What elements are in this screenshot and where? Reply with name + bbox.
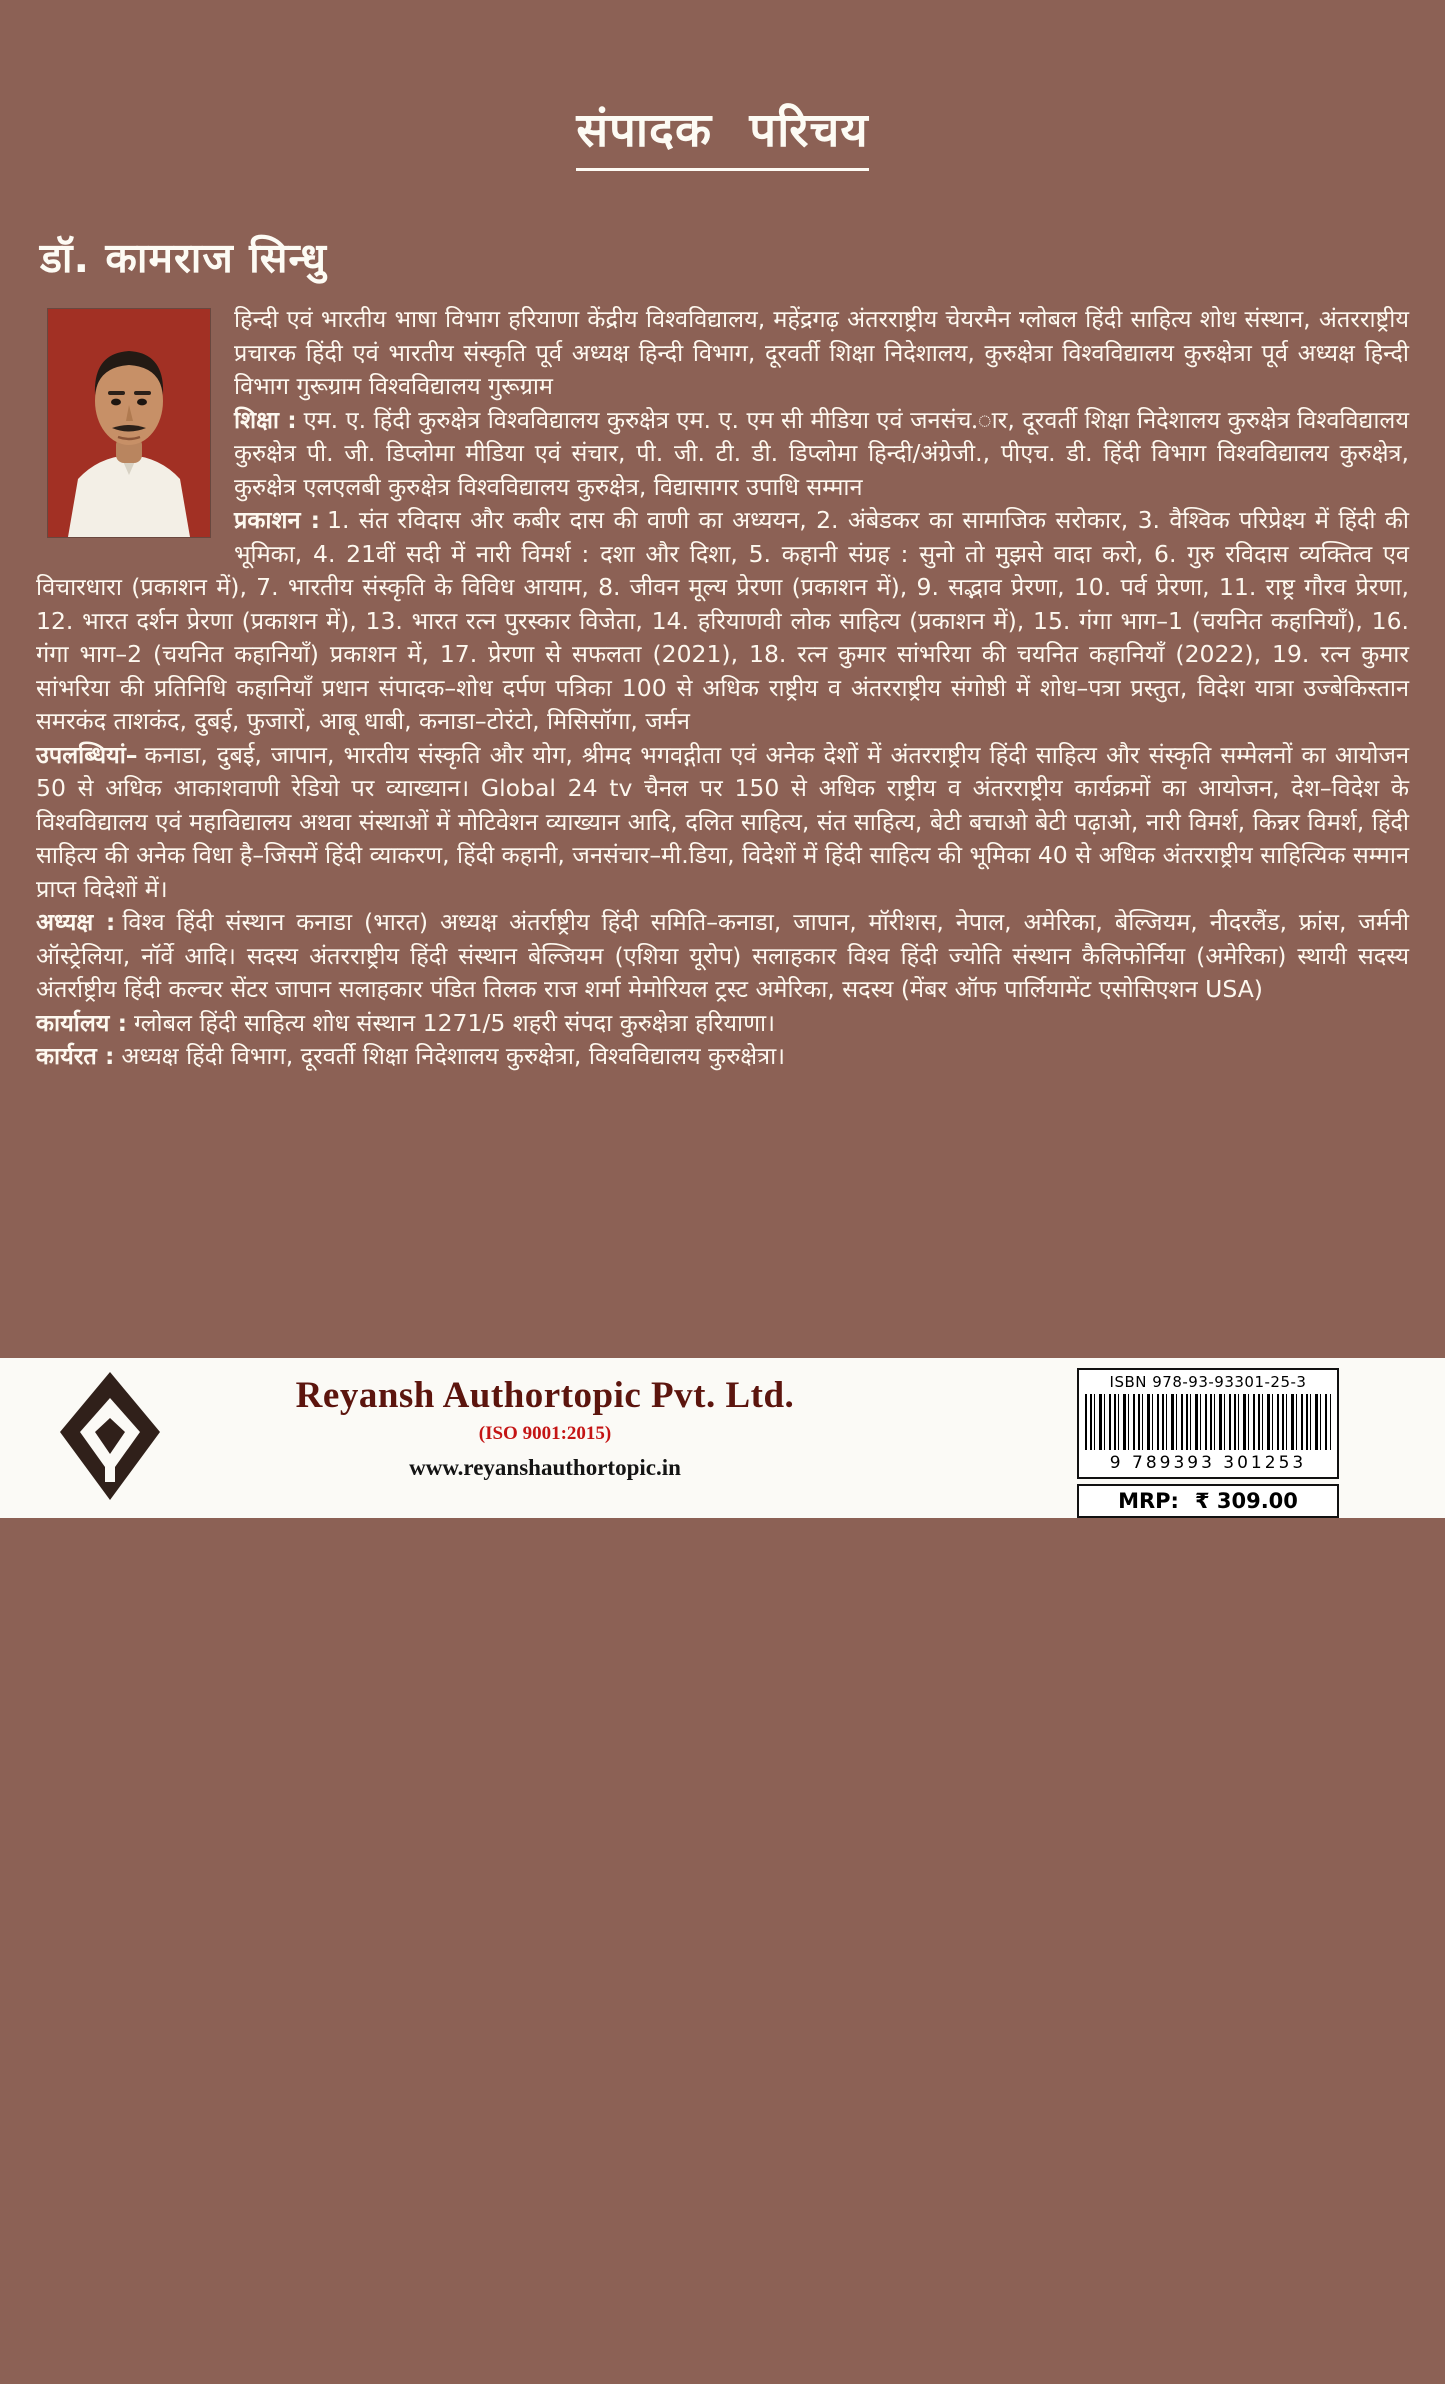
author-photo-illustration [48,309,210,537]
section-label: कार्यरत : [36,1042,115,1070]
bio-section-office [36,1007,1409,1041]
section-text: विश्व हिंदी संस्थान कनाडा (भारत) अध्यक्ष अंतर्राष्ट्रीय हिंदी समिति–कनाडा, जापान, मॉरीशस, नेपाल, अमेरिका, बेल्जियम, नीदरलैंड, फ्रांस, जर्मनी ऑस्ट्रेलिया, नॉर्वे आदि। सदस्य अंतरराष्ट्रीय हिंदी संस्थान बेल्जियम (एशिया यूरोप) सलाहकार विश्व हिंदी ज्योति संस्थान कैलिफोर्निया (अमेरिका) स्थायी सदस्य अंतर्राष्ट्रीय हिंदी कल्चर सेंटर जापान सलाहकार पंडित तिलक राज शर्मा मेमोरियल ट्रस्ट अमेरिका, सदस्य (मेंबर ऑफ पार्लियामेंट एसोसिएशन USA) [36,908,1409,1003]
section-label: उपलब्धियां– [36,740,138,769]
section-label: अध्यक्ष : [36,908,116,936]
publisher-name: Reyansh Authortopic Pvt. Ltd. [295,1375,795,1416]
mrp-value: ₹ 309.00 [1194,1489,1298,1513]
isbn-label: ISBN 978-93-93301-25-3 [1109,1373,1307,1391]
bio-section-chairman [36,906,1409,1007]
bio-intro-text: हिन्दी एवं भारतीय भाषा विभाग हरियाणा केंद्रीय विश्वविद्यालय, महेंद्रगढ़ अंतरराष्ट्रीय चेयरमैन ग्लोबल हिंदी साहित्य शोध संस्थान, अंतरराष्ट्रीय प्रचारक हिंदी एवं भारतीय संस्कृति पूर्व अध्यक्ष हिन्दी विभाग, दूरवर्ती शिक्षा निदेशालय, कुरुक्षेत्रा विश्वविद्यालय कुरुक्षेत्रा पूर्व अध्यक्ष हिन्दी विभाग गुरूग्राम विश्वविद्यालय गुरूग्राम [234,305,1409,400]
section-label: शिक्षा : [234,405,297,434]
publisher-logo [58,1370,162,1502]
iso-certification: (ISO 9001:2015) [478,1423,612,1444]
section-text: कनाडा, दुबई, जापान, भारतीय संस्कृति और योग, श्रीमद भगवद्गीता एवं अनेक देशों में अंतरराष्ट्रीय हिंदी साहित्य और संस्कृति सम्मेलनों का आयोजन 50 से अधिक आकाशवाणी रेडियो पर व्याख्यान। Global 24 tv चैनल पर 150 से अधिक राष्ट्रीय व अंतरराष्ट्रीय कार्यक्रमों का आयोजन, देश–विदेश के विश्वविद्यालय एवं महाविद्यालय अथवा संस्थाओं में मोटिवेशन व्याख्यान आदि, दलित साहित्य, संत साहित्य, बेटी बचाओ बेटी पढ़ाओ, नारी विमर्श, किन्नर विमर्श, हिंदी साहित्य की अनेक विधा है–जिसमें हिंदी व्याकरण, हिंदी कहानी, जनसंचार–मी.डिया, विदेशों में हिंदी साहित्य की भूमिका 40 से अधिक अंतरराष्ट्रीय साहित्यिक सम्मान प्राप्त विदेशों में। [36,740,1409,903]
section-text: एम. ए. हिंदी कुरुक्षेत्र विश्वविद्यालय कुरुक्षेत्र एम. ए. एम सी मीडिया एवं जनसंच.ार, दूरवर्ती शिक्षा निदेशालय कुरुक्षेत्र विश्वविद्यालय कुरुक्षेत्र पी. जी. डिप्लोमा मीडिया एवं संचार, पी. जी. टी. डी. डिप्लोमा हिन्दी/अंग्रेजी., पीएच. डी. हिंदी विभाग विश्वविद्यालय कुरुक्षेत्र, कुरुक्षेत्र एलएलबी कुरुक्षेत्र विश्वविद्यालय कुरुक्षेत्र, विद्यासागर उपाधि सम्मान [234,405,1409,501]
barcode-bars [1085,1394,1331,1450]
mrp-box [1077,1484,1339,1518]
bio-section-achievements [36,739,1409,907]
publisher-logo-icon [58,1370,162,1502]
author-name: डॉ. कामराज सिन्धु [40,234,328,282]
bio-intro [36,303,1409,404]
page-title-wrap [0,0,1445,171]
publisher-info [150,1374,940,1481]
bio-section-publications [36,504,1409,739]
section-text: अध्यक्ष हिंदी विभाग, दूरवर्ती शिक्षा निदेशालय कुरुक्षेत्रा, विश्वविद्यालय कुरुक्षेत्रा। [121,1042,786,1070]
section-text: 1. संत रविदास और कबीर दास की वाणी का अध्ययन, 2. अंबेडकर का सामाजिक सरोकार, 3. वैश्विक परिप्रेक्ष्य में हिंदी की भूमिका, 4. 21वीं सदी में नारी विमर्श : दशा और दिशा, 5. कहानी संग्रह : सुनो तो मुझसे वादा करो, 6. गुरु रविदास व्यक्तित्व एव विचारधारा (प्रकाशन में), 7. भारतीय संस्कृति के विविध आयाम, 8. जीवन मूल्य प्रेरणा (प्रकाशन में), 9. सद्भाव प्रेरणा, 10. पर्व प्रेरणा, 11. राष्ट्र गौरव प्रेरणा, 12. भारत दर्शन प्रेरणा (प्रकाशन में), 13. भारत रत्न पुरस्कार विजेता, 14. हरियाणवी लोक साहित्य (प्रकाशन में), 15. गंगा भाग–1 (चयनित कहानियाँ), 16. गंगा भाग–2 (चयनित कहानियाँ) प्रकाशन में, 17. प्रेरणा से सफलता (2021), 18. रत्न कुमार सांभरिया की चयनित कहानियाँ (2022), 19. रत्न कुमार सांभरिया की प्रतिनिधि कहानियाँ प्रधान संपादक–शोध दर्पण पत्रिका 100 से अधिक राष्ट्रीय व अंतरराष्ट्रीय संगोष्ठी में शोध–पत्रा प्रस्तुत, विदेश यात्रा उज्बेकिस्तान समरकंद ताशकंद, दुबई, फुजारों, आबू धाबी, कनाडा–टोरंटो, मिसिसॉगा, जर्मन [36,506,1410,735]
biography [36,303,1409,1074]
page-title: संपादक परिचय [576,96,868,171]
isbn-barcode-box [1077,1368,1339,1479]
bio-section-education [36,404,1409,505]
bio-section-current-post [36,1040,1409,1074]
mrp-label: MRP: [1118,1489,1179,1513]
publisher-website: www.reyanshauthortopic.in [409,1455,681,1480]
author-photo [48,309,210,537]
barcode-area [1077,1368,1339,1518]
publisher-footer [0,1358,1445,1518]
section-label: कार्यालय : [36,1008,127,1037]
section-label: प्रकाशन : [234,506,321,534]
section-text: ग्लोबल हिंदी साहित्य शोध संस्थान 1271/5 शहरी संपदा कुरुक्षेत्रा हरियाणा। [134,1008,776,1037]
barcode-number: 9 789393 301253 [1109,1453,1307,1473]
